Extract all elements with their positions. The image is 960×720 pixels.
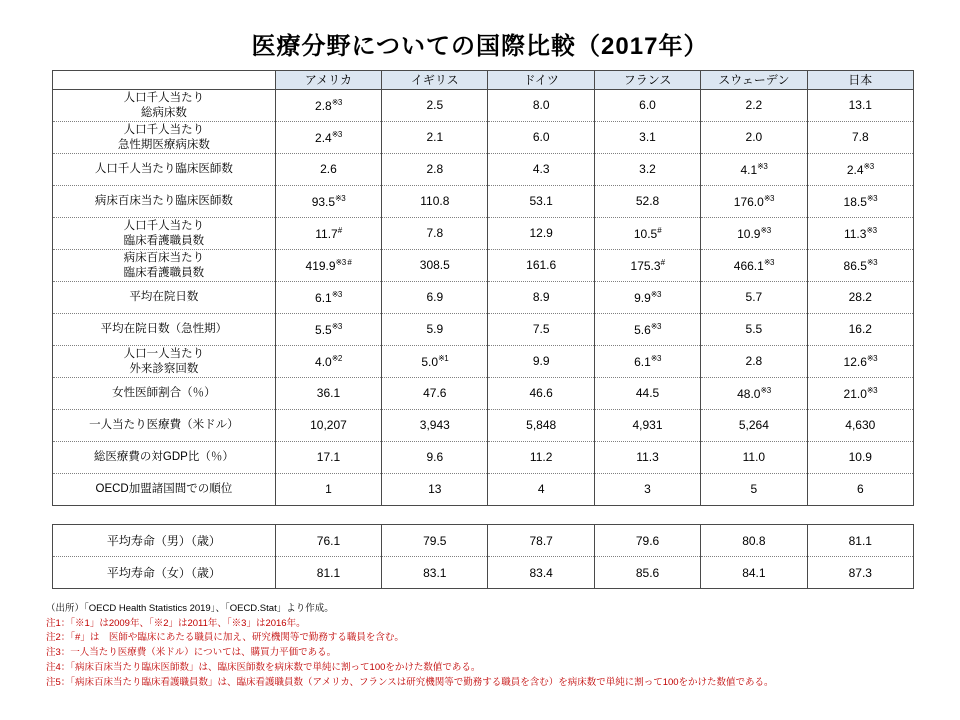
life-table-cell: 78.7 [488,525,594,557]
row-label-line1: OECD加盟諸国間での順位 [95,483,233,496]
cell-value: 47.6 [423,386,447,400]
cell-value: 10.9 [737,226,761,241]
table-cell [594,250,700,282]
footnote-mark: ※3 [757,161,768,171]
cell-value: 7.8 [851,130,869,144]
cell-value: 5.5 [745,322,763,336]
table-cell [807,314,913,346]
footnote-mark: ※3 [331,289,342,299]
cell-value: 3,943 [419,418,450,432]
table-row [53,474,914,506]
cell-value: 2.8 [315,98,332,113]
life-expectancy-table [52,524,914,589]
row-label-line2: 総病床数 [140,106,187,119]
row-label-line1: 平均在院日数 [129,291,199,304]
cell-value: 86.5 [843,258,867,273]
table-row [53,218,914,250]
row-label-line1: 人口千人当たり臨床医師数 [94,163,233,176]
row-label-line1: 病床百床当たり臨床医師数 [94,195,233,208]
table-cell [594,410,700,442]
table-cell [594,314,700,346]
table-cell [807,154,913,186]
table-cell [594,378,700,410]
table-cell [382,410,488,442]
footnote-mark: ※3 # [335,257,352,267]
table-row [53,154,914,186]
table-cell [275,154,381,186]
table-cell [275,346,381,378]
cell-value: 16.2 [848,322,872,336]
page-title: 医療分野についての国際比較（2017年） [251,33,709,60]
cell-value: 7.5 [532,322,550,336]
table-cell [382,154,488,186]
note-line: 注2：「#」は 医師や臨床にあたる職員に加え、研究機関等で勤務する職員を含む。 [46,632,404,644]
cell-value: 6.1 [315,290,332,305]
note-line: （出所）「OECD Health Statistics 2019」、「OECD.Stat」より作成。 [46,603,334,614]
table-row [53,250,914,282]
cell-value: 5.7 [745,290,763,304]
table-cell [701,154,807,186]
footnote-mark: ※3 [331,321,342,331]
life-row-label: 平均寿命（女）（歳） [53,557,276,589]
cell-value: 175.3 [630,258,661,273]
table-cell [382,90,488,122]
row-label [53,186,276,218]
cell-value: 12.9 [529,226,553,240]
table-cell [701,122,807,154]
footnote-mark: # [660,257,665,267]
footnote-mark: ※3 [760,385,771,395]
table-cell [382,186,488,218]
footnote-mark: ※3 [331,129,342,139]
cell-value: 7.8 [426,226,444,240]
international-comparison-table [52,70,914,506]
cell-value: 9.9 [532,354,550,368]
cell-value: 6.0 [639,98,656,112]
row-label-line1: 病床百床当たり [123,252,205,265]
cell-value: 53.1 [529,194,553,208]
table-cell [382,378,488,410]
table-cell [275,314,381,346]
table-cell [382,442,488,474]
cell-value: 2.2 [745,98,763,112]
table-cell [382,314,488,346]
table-cell [488,314,594,346]
life-table-cell: 84.1 [701,557,807,589]
cell-value: 2.1 [426,130,444,144]
cell-value: 2.0 [745,130,763,144]
table-cell [807,186,913,218]
cell-value: 161.6 [526,258,557,272]
note-line: 注5：「病床百床当たり臨床看護職員数」は、臨床看護職員数（アメリカ、フランスは研究機関等で勤務する職員を含む）を病床数で単純に割って100をかけた数値である。 [46,676,774,688]
note-line: 注4：「病床百床当たり臨床医師数」は、臨床医師数を病床数で単純に割って100をかけた数値である。 [46,661,481,673]
cell-value: 10.5 [633,226,658,241]
table-row [53,378,914,410]
life-table-cell: 81.1 [807,525,913,557]
table-row [53,410,914,442]
row-label [53,90,276,122]
cell-value: 8.9 [532,290,550,304]
column-header-0 [53,71,276,90]
cell-value: 466.1 [733,258,764,273]
footnote-mark: ※3 [760,225,771,235]
row-label [53,442,276,474]
table-cell [488,90,594,122]
footnote-mark: ※3 [863,161,874,171]
row-label [53,474,276,506]
notes-block [46,602,926,690]
row-label [53,282,276,314]
cell-value: 5,264 [738,418,769,432]
column-header-germany: ドイツ [488,71,594,90]
column-header-sweden: スウェーデン [701,71,807,90]
cell-value: 9.9 [634,290,651,305]
cell-value: 11.3 [843,226,867,241]
table-cell [701,474,807,506]
footnote-mark: ※3 [650,353,661,363]
life-table-cell: 76.1 [275,525,381,557]
cell-value: 1 [325,482,332,496]
table-cell [488,250,594,282]
life-table-cell: 83.1 [382,557,488,589]
table-cell [275,474,381,506]
footnote-mark: ※3 [650,289,661,299]
row-label-line1: 人口千人当たり [123,92,205,105]
table-cell [488,442,594,474]
table-cell [594,154,700,186]
cell-value: 5.6 [634,322,651,337]
column-header-japan: 日本 [807,71,913,90]
table-cell [807,90,913,122]
column-header-uk: イギリス [382,71,488,90]
table-header-row [53,71,914,90]
cell-value: 13.1 [848,98,872,112]
cell-value: 11.3 [636,450,659,464]
cell-value: 9.6 [426,450,444,464]
table-cell [488,186,594,218]
cell-value: 44.5 [635,386,660,400]
footnote-mark: # [657,225,662,235]
footnote-mark: ※2 [331,353,342,363]
row-label-line1: 平均在院日数（急性期） [100,323,228,336]
table-cell [701,186,807,218]
row-label [53,122,276,154]
table-cell [488,474,594,506]
cell-value: 2.6 [320,162,337,176]
note-line: 注3：一人当たり医療費（米ドル）については、購買力平価である。 [46,647,337,659]
footnote-mark: # [337,225,342,235]
table-cell [594,474,700,506]
cell-value: 17.1 [316,450,341,464]
footnote-mark: ※3 [335,193,346,203]
table-cell [701,346,807,378]
cell-value: 3.1 [639,130,656,144]
life-table-body [53,525,914,589]
cell-value: 2.8 [426,162,444,176]
cell-value: 13 [428,482,442,496]
life-table-cell: 80.8 [701,525,807,557]
table-cell [807,346,913,378]
table-cell [807,474,913,506]
life-table-cell: 79.5 [382,525,488,557]
life-table-cell: 83.4 [488,557,594,589]
footnote-mark: ※1 [438,353,449,363]
cell-value: 21.0 [843,386,867,401]
table-cell [275,218,381,250]
table-cell [807,122,913,154]
row-label-line1: 女性医師割合（％） [112,387,216,400]
table-cell [488,218,594,250]
life-table-cell: 81.1 [275,557,381,589]
table-row [53,346,914,378]
cell-value: 419.9 [305,258,336,273]
table-cell [807,442,913,474]
cell-value: 3 [644,482,651,496]
table-cell [807,282,913,314]
cell-value: 46.6 [529,386,553,400]
cell-value: 3.2 [639,162,656,176]
cell-value: 2.4 [315,130,332,145]
table-cell [275,410,381,442]
cell-value: 110.8 [420,194,450,208]
life-expectancy-table-container [52,524,914,589]
footnote-mark: ※3 [866,385,878,395]
cell-value: 48.0 [737,386,761,401]
row-label-line2: 外来診察回数 [129,362,199,375]
table-cell [594,186,700,218]
row-label-line1: 総医療費の対GDP比（％） [93,451,234,464]
row-label [53,346,276,378]
row-label [53,410,276,442]
table-cell [701,282,807,314]
cell-value: 5,848 [526,418,557,432]
table-cell [594,282,700,314]
table-cell [488,282,594,314]
table-cell [382,250,488,282]
table-cell [275,250,381,282]
table-body [53,90,914,506]
cell-value: 4,630 [845,418,876,432]
table-cell [594,90,700,122]
table-row [53,186,914,218]
table-row [53,314,914,346]
footnote-mark: ※3 [866,225,877,235]
table-cell [488,154,594,186]
cell-value: 11.7 [315,226,338,241]
cell-value: 4.0 [315,354,332,369]
table-cell [275,282,381,314]
table-cell [701,218,807,250]
table-cell [275,122,381,154]
footnote-mark: ※3 [866,193,878,203]
row-label-line2: 臨床看護職員数 [123,266,205,279]
row-label [53,378,276,410]
cell-value: 6.1 [634,354,651,369]
row-label [53,250,276,282]
cell-value: 6.0 [532,130,550,144]
row-label-line1: 人口千人当たり [123,124,205,137]
cell-value: 28.2 [848,290,872,304]
table-cell [488,122,594,154]
table-row [53,442,914,474]
cell-value: 93.5 [311,194,336,209]
cell-value: 2.8 [745,354,763,368]
table-cell [488,346,594,378]
column-header-france: フランス [594,71,700,90]
table-cell [275,442,381,474]
table-cell [488,378,594,410]
table-cell [594,442,700,474]
row-label-line1: 人口一人当たり [123,348,205,361]
footnote-mark: ※3 [763,257,774,267]
cell-value: 12.6 [843,354,867,369]
table-cell [807,250,913,282]
table-cell [382,218,488,250]
life-table-row [53,557,914,589]
cell-value: 6.9 [426,290,444,304]
cell-value: 176.0 [733,194,764,209]
table-cell [382,346,488,378]
table-cell [594,346,700,378]
table-header [53,71,914,90]
cell-value: 10.9 [848,450,872,464]
cell-value: 4,931 [632,418,663,432]
footnote-mark: ※3 [331,97,342,107]
footnote-mark: ※3 [866,257,878,267]
cell-value: 11.0 [742,450,766,464]
international-comparison-table-container [52,70,914,506]
cell-value: 4.1 [740,162,758,177]
table-row [53,90,914,122]
table-row [53,282,914,314]
cell-value: 52.8 [635,194,660,208]
life-table-cell: 79.6 [594,525,700,557]
row-label [53,218,276,250]
table-cell [275,90,381,122]
note-line: 注1：「※1」は2009年、「※2」は2011年、「※3」は2016年。 [46,617,306,629]
row-label-line2: 臨床看護職員数 [123,234,205,247]
table-cell [275,186,381,218]
table-cell [701,90,807,122]
table-cell [807,378,913,410]
table-cell [807,410,913,442]
life-row-label: 平均寿命（男）（歳） [53,525,276,557]
footnote-mark: ※3 [650,321,661,331]
table-cell [701,410,807,442]
cell-value: 2.4 [846,162,864,177]
table-cell [701,314,807,346]
life-table-cell: 87.3 [807,557,913,589]
cell-value: 308.5 [419,258,450,272]
table-cell [382,282,488,314]
cell-value: 6 [856,482,864,496]
table-cell [594,122,700,154]
life-table-row [53,525,914,557]
table-cell [382,474,488,506]
table-cell [275,378,381,410]
footnote-mark: ※3 [866,353,878,363]
footnote-mark: ※3 [763,193,774,203]
cell-value: 11.2 [529,450,553,464]
cell-value: 36.1 [316,386,341,400]
row-label [53,314,276,346]
cell-value: 5 [750,482,758,496]
table-cell [701,250,807,282]
row-label-line1: 人口千人当たり [123,220,205,233]
table-cell [701,442,807,474]
cell-value: 10,207 [310,418,347,432]
cell-value: 8.0 [532,98,550,112]
row-label [53,154,276,186]
table-row [53,122,914,154]
cell-value: 5.0 [421,354,439,369]
cell-value: 5.5 [315,322,332,337]
cell-value: 18.5 [843,194,867,209]
row-label-line2: 急性期医療病床数 [117,138,210,151]
row-label-line1: 一人当たり医療費（米ドル） [89,419,239,432]
cell-value: 4 [537,482,545,496]
table-cell [594,218,700,250]
cell-value: 5.9 [426,322,444,336]
table-cell [488,410,594,442]
cell-value: 4.3 [532,162,550,176]
table-cell [807,218,913,250]
table-cell [701,378,807,410]
cell-value: 2.5 [426,98,444,112]
column-header-usa: アメリカ [275,71,381,90]
table-cell [382,122,488,154]
life-table-cell: 85.6 [594,557,700,589]
